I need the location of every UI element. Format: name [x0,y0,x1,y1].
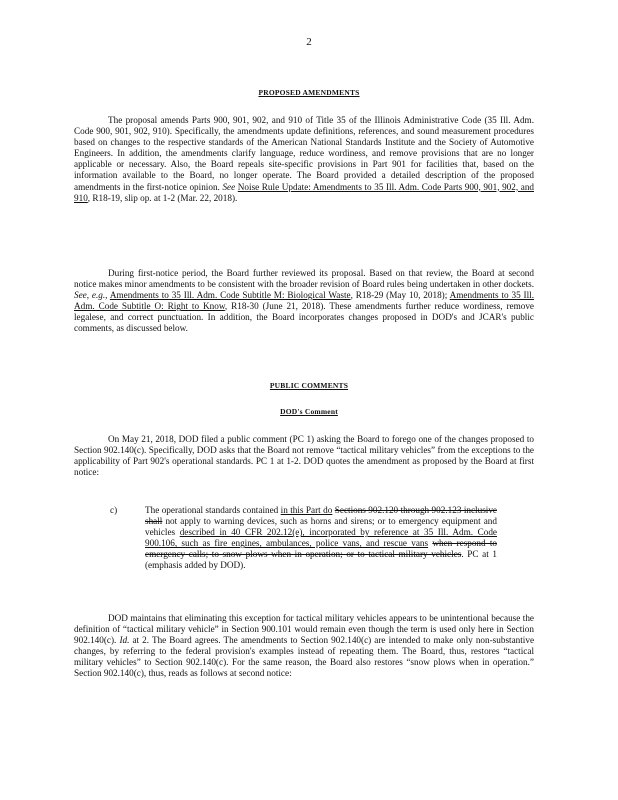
public-comments-heading: PUBLIC COMMENTS [269,381,349,390]
quoted-amendment-block: The operational standards contained in this Part do Sections 902.120 through 902.123 inclusive shall not apply to warning devices, such as horns and sirens; or to emergency equipment and vehicles described in 40 CFR 202.12(e), incorporated by reference at 35 Ill. Adm. Code 900.106, such as fire engines, ambulances, police vans, and rescue vans when respond to emergency calls; to snow plows when in operation; or to tactical military vehicles. PC at 1 (emphasis added by DOD). [145,505,497,571]
intro-paragraph: The proposal amends Parts 900, 901, 902, and 910 of Title 35 of the Illinois Administrative Code (35 Ill. Adm. Code 900, 901, 902, 910). Specifically, the amendments update definitions, references, and sound measurement procedures based on changes to the respective standards of the American National Standards Institute and the Society of Automotive Engineers. In addition, the amendments clarify language, reduce wordiness, and remove provisions that are no longer applicable or necessary. Also, the Board repeals site-specific provisions in Part 901 for facilities that, based on the information available to the Board, no longer operate. The Board provided a detailed description of the proposed amendments in the first-notice opinion. See Noise Rule Update: Amendments to 35 Ill. Adm. Code Parts 900, 901, 902, and 910, R18-19, slip op. at 1-2 (Mar. 22, 2018). [74,115,535,203]
proposed-amendments-heading: PROPOSED AMENDMENTS [258,88,360,97]
first-notice-review-paragraph: During first-notice period, the Board further reviewed its proposal. Based on that review, the Board at second notice makes minor amendments to be consistent with the broader revision of Board rules being undertaken in other dockets. See, e.g., Amendments to 35 Ill. Adm. Code Subtitle M: Biological Waste, R18-29 (May 10, 2018); Amendments to 35 Ill. Adm. Code Subtitle O: Right to Know, R18-30 (June 21, 2018). These amendments further reduce wordiness, remove legalese, and correct punctuation. In addition, the Board incorporates changes proposed in DOD's and JCAR's public comments, as discussed below. [74,268,535,334]
quote-label: c) [110,505,118,515]
board-response-paragraph: DOD maintains that eliminating this exception for tactical military vehicles appears to be unintentional because the definition of “tactical military vehicle” in Section 900.101 would remain even though the term is used only here in Section 902.140(c). Id. at 2. The Board agrees. The amendments to Section 902.140(c) are intended to make only non-substantive changes, by referring to the federal provision's examples instead of repeating them. The Board, thus, restores “tactical military vehicles” to Section 902.140(c). For the same reason, the Board also restores “snow plows when in operation.” Section 902.140(c), thus, reads as follows at second notice: [74,613,535,679]
dod-comment-heading: DOD's Comment [280,407,338,416]
page-number: 2 [306,36,312,48]
dod-comment-paragraph: On May 21, 2018, DOD filed a public comment (PC 1) asking the Board to forego one of the changes proposed to Section 902.140(c). Specifically, DOD asks that the Board not remove “tactical military vehicles” from the exceptions to the applicability of Part 902's operational standards. PC 1 at 1-2. DOD quotes the amendment as proposed by the Board at first notice: [74,434,534,478]
